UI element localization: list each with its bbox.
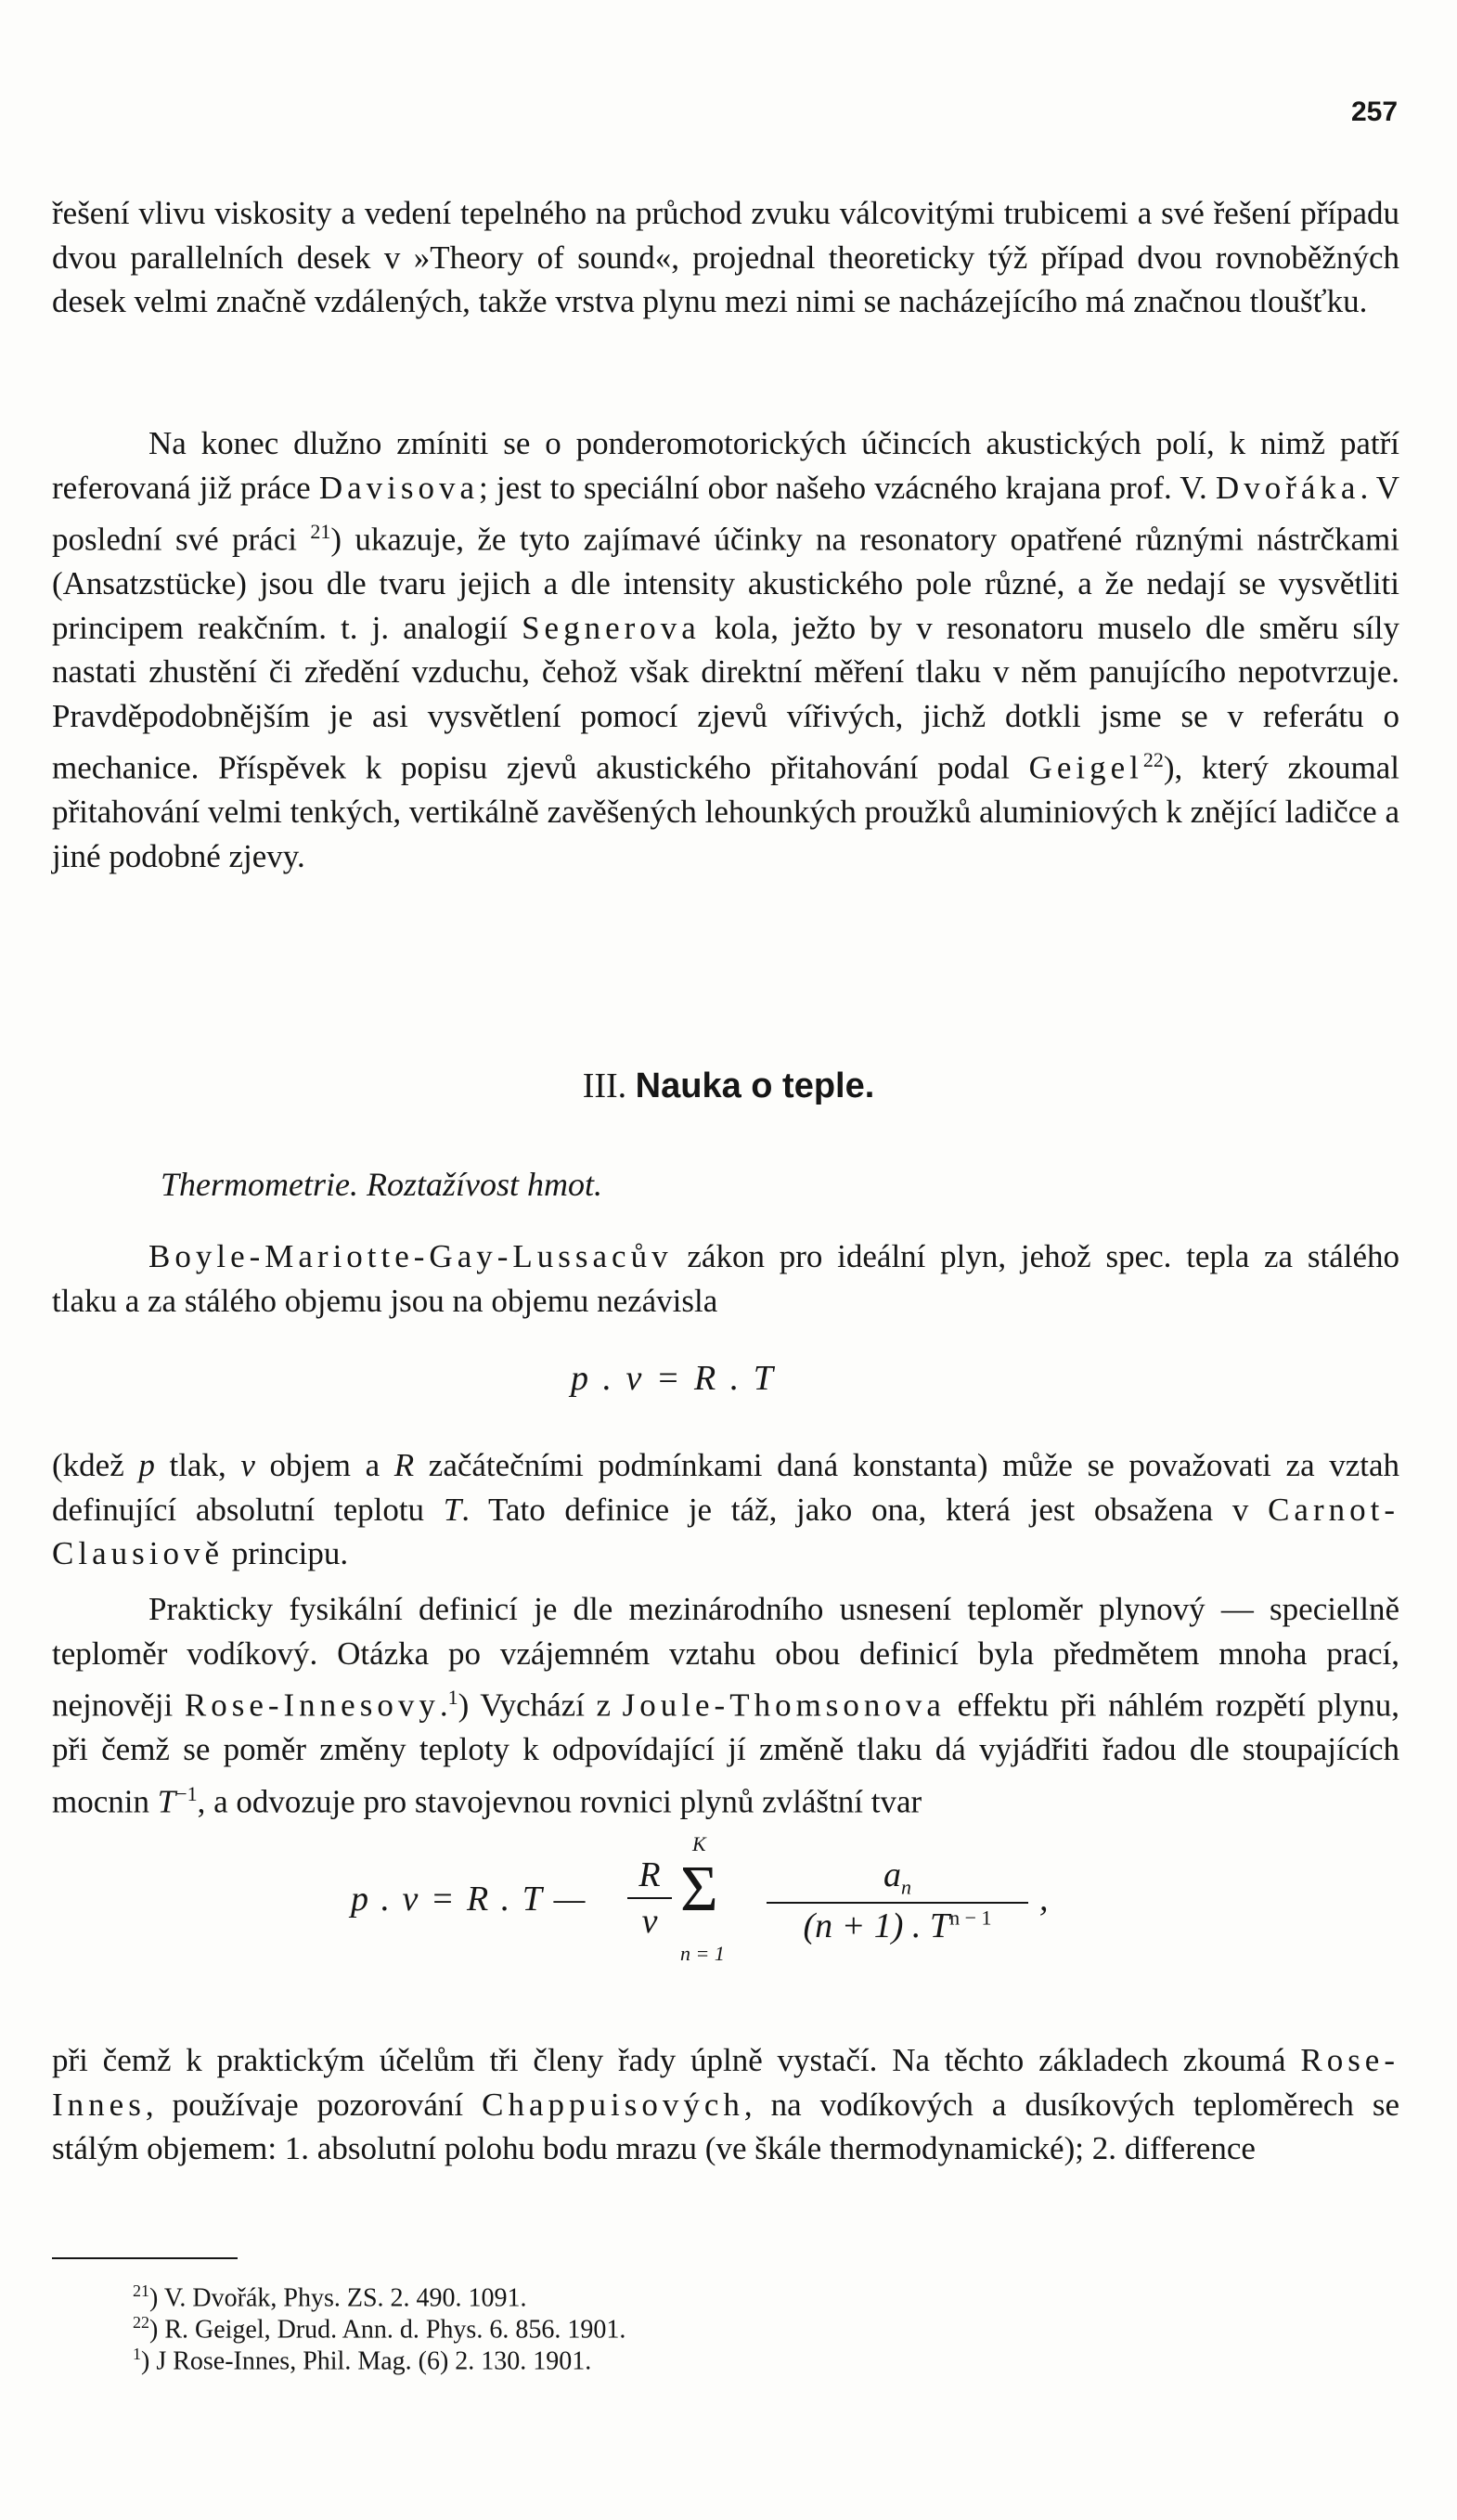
paragraph-6-block — [52, 2038, 1399, 2171]
section-heading: III. Nauka o teple. — [582, 1066, 875, 1105]
paragraph-1: řešení vlivu viskosity a vedení tepelného na průchod zvuku válcovitými trubicemi a své řešení případu dvou parallelních desek v »Theory of sound«, projednal theoreticky týž případ dvou rovnoběžných desek velmi značně vzdálených, takže vrstva plynu mezi nimi se nacházejícího má značnou tloušťku. — [52, 195, 1399, 319]
footnote-ref-21: 21 — [310, 520, 331, 543]
sum-symbol: Σ — [680, 1854, 718, 1925]
paragraph-2: Na konec dlužno zmíniti se o ponderomotorických účincích akustických polí, k nimž patří referovaná již práce Davisova; jest to speciální obor našeho vzácného krajana prof. V. Dvořáka. V poslední své práci $^{21}$) ukazuje, že tyto zajímavé účinky na resonatory opatřené různými nástrčkami (Ansatzstücke) jsou dle tvaru jejich a dle intensity akustického pole různé, a že nedají se vysvětliti principem reakčním. t. j. analogií Segnerova kola, ježto by v resonatoru muselo dle směru síly nastati zhustění či zředění vzduchu, čehož však direktní měření tlaku v něm panujícího nepotvrzuje. Pravděpodobnějším je asi vysvětlení pomocí zjevů vířivých, jichž dotkli jsme se v referátu o mechanice. Příspěvek k popisu zjevů akustického přitahování podal Geigel$^{22}$), který zkoumal přitahování velmi tenkých, vertikálně zavěšených lehounkých proužků aluminiových k znějící ladičce a jiné podobné zjevy. — [52, 425, 1400, 874]
footnote-ref-22: 22 — [1142, 748, 1164, 772]
name-geigel: Geigel — [1028, 749, 1143, 786]
fraction-r-over-v: R v — [627, 1854, 672, 1942]
footnote-22: $^{22}$) R. Geigel, Drud. Ann. d. Phys. 6. 856. 1901. — [133, 2313, 626, 2345]
paragraph-6: při čemž k praktickým účelům tři členy řady úplně vystačí. Na těchto základech zkoumá Rose-Innes, používaje pozorování Chappuisových, na vodíkových a dusíkových teploměrech se stálým objemem: 1. absolutní polohu bodu mrazu (ve škále thermodynamické); 2. difference — [52, 2042, 1399, 2166]
sum-upper-limit: K — [692, 1832, 706, 1855]
name-boyle: Boyle-Mariotte-Gay-Lussacův — [148, 1238, 673, 1274]
formula-state-equation: p . v = R . T — R v K Σ n = 1 $a_n$ (n + 1) . $T^{n - 1}$ , — [351, 1832, 1049, 1965]
paragraph-2-block — [52, 421, 1399, 878]
paragraph-5: Prakticky fysikální definicí je dle mezinárodního usnesení teploměr plynový — speciellně teploměr vodíkový. Otázka po vzájemném vztahu obou definicí byla předmětem mnoha prací, nejnověji Rose-Innesovy.$^1$) Vychází z Joule-Thomsonova effektu při náhlém rozpětí plynu, při čemž se poměr změny teploty k odpovídající jí změně tlaku dá vyjádřiti řadou dle stoupajících mocnin $T^{-1}$, a odvozuje pro stavojevnou rovnici plynů zvláštní tvar — [52, 1591, 1399, 1820]
name-carnot: Carnot-Clausiově — [52, 1491, 1399, 1571]
page-number: 257 — [1351, 97, 1399, 127]
name-dvorak: Dvořáka — [1215, 469, 1360, 506]
paragraph-1-block — [52, 191, 1399, 324]
name-rose-innes: Rose-Innesovy — [184, 1686, 440, 1724]
paragraph-4: (kdež p tlak, v objem a R začátečními podmínkami daná konstanta) může se považovati za vztah definující absolutní teplotu T. Tato definice je táž, jako ona, která jest obsažena v Carnot-Clausiově principu. — [52, 1447, 1400, 1571]
paragraph-3: Boyle-Mariotte-Gay-Lussacův zákon pro ideální plyn, jehož spec. tepla za stálého tlaku a za stálého objemu jsou na objemu nezávisla — [52, 1238, 1399, 1319]
name-rose-innes-2: Rose-Innes — [52, 2042, 1399, 2123]
formula-lhs: p . v = R . T — — [351, 1880, 587, 1919]
paragraph-3-block — [52, 1234, 1399, 1323]
footnote-ref-1: 1 — [447, 1686, 458, 1709]
formula-ideal-gas: p . v = R . T — [571, 1359, 776, 1398]
name-davis: Davisova — [318, 469, 480, 506]
footnote-21: $^{21}$) V. Dvořák, Phys. ZS. 2. 490. 1091. — [133, 2281, 527, 2313]
name-segner: Segnerova — [522, 609, 701, 646]
footnote-1: $^1$) J Rose-Innes, Phil. Mag. (6) 2. 130. 1901. — [133, 2345, 592, 2376]
paragraph-4-block — [52, 1443, 1399, 1576]
fraction-series-term: $a_n$ (n + 1) . $T^{n - 1}$ — [767, 1854, 1028, 1946]
paragraph-5-block — [52, 1587, 1399, 1824]
sum-lower-limit: n = 1 — [680, 1942, 725, 1965]
footnote-divider — [52, 2257, 238, 2259]
name-chappuis: Chappuisových — [482, 2086, 744, 2123]
subsection-heading: Thermometrie. Roztažívost hmot. — [161, 1166, 602, 1203]
name-joule-thomson: Joule-Thomsonova — [622, 1686, 946, 1724]
